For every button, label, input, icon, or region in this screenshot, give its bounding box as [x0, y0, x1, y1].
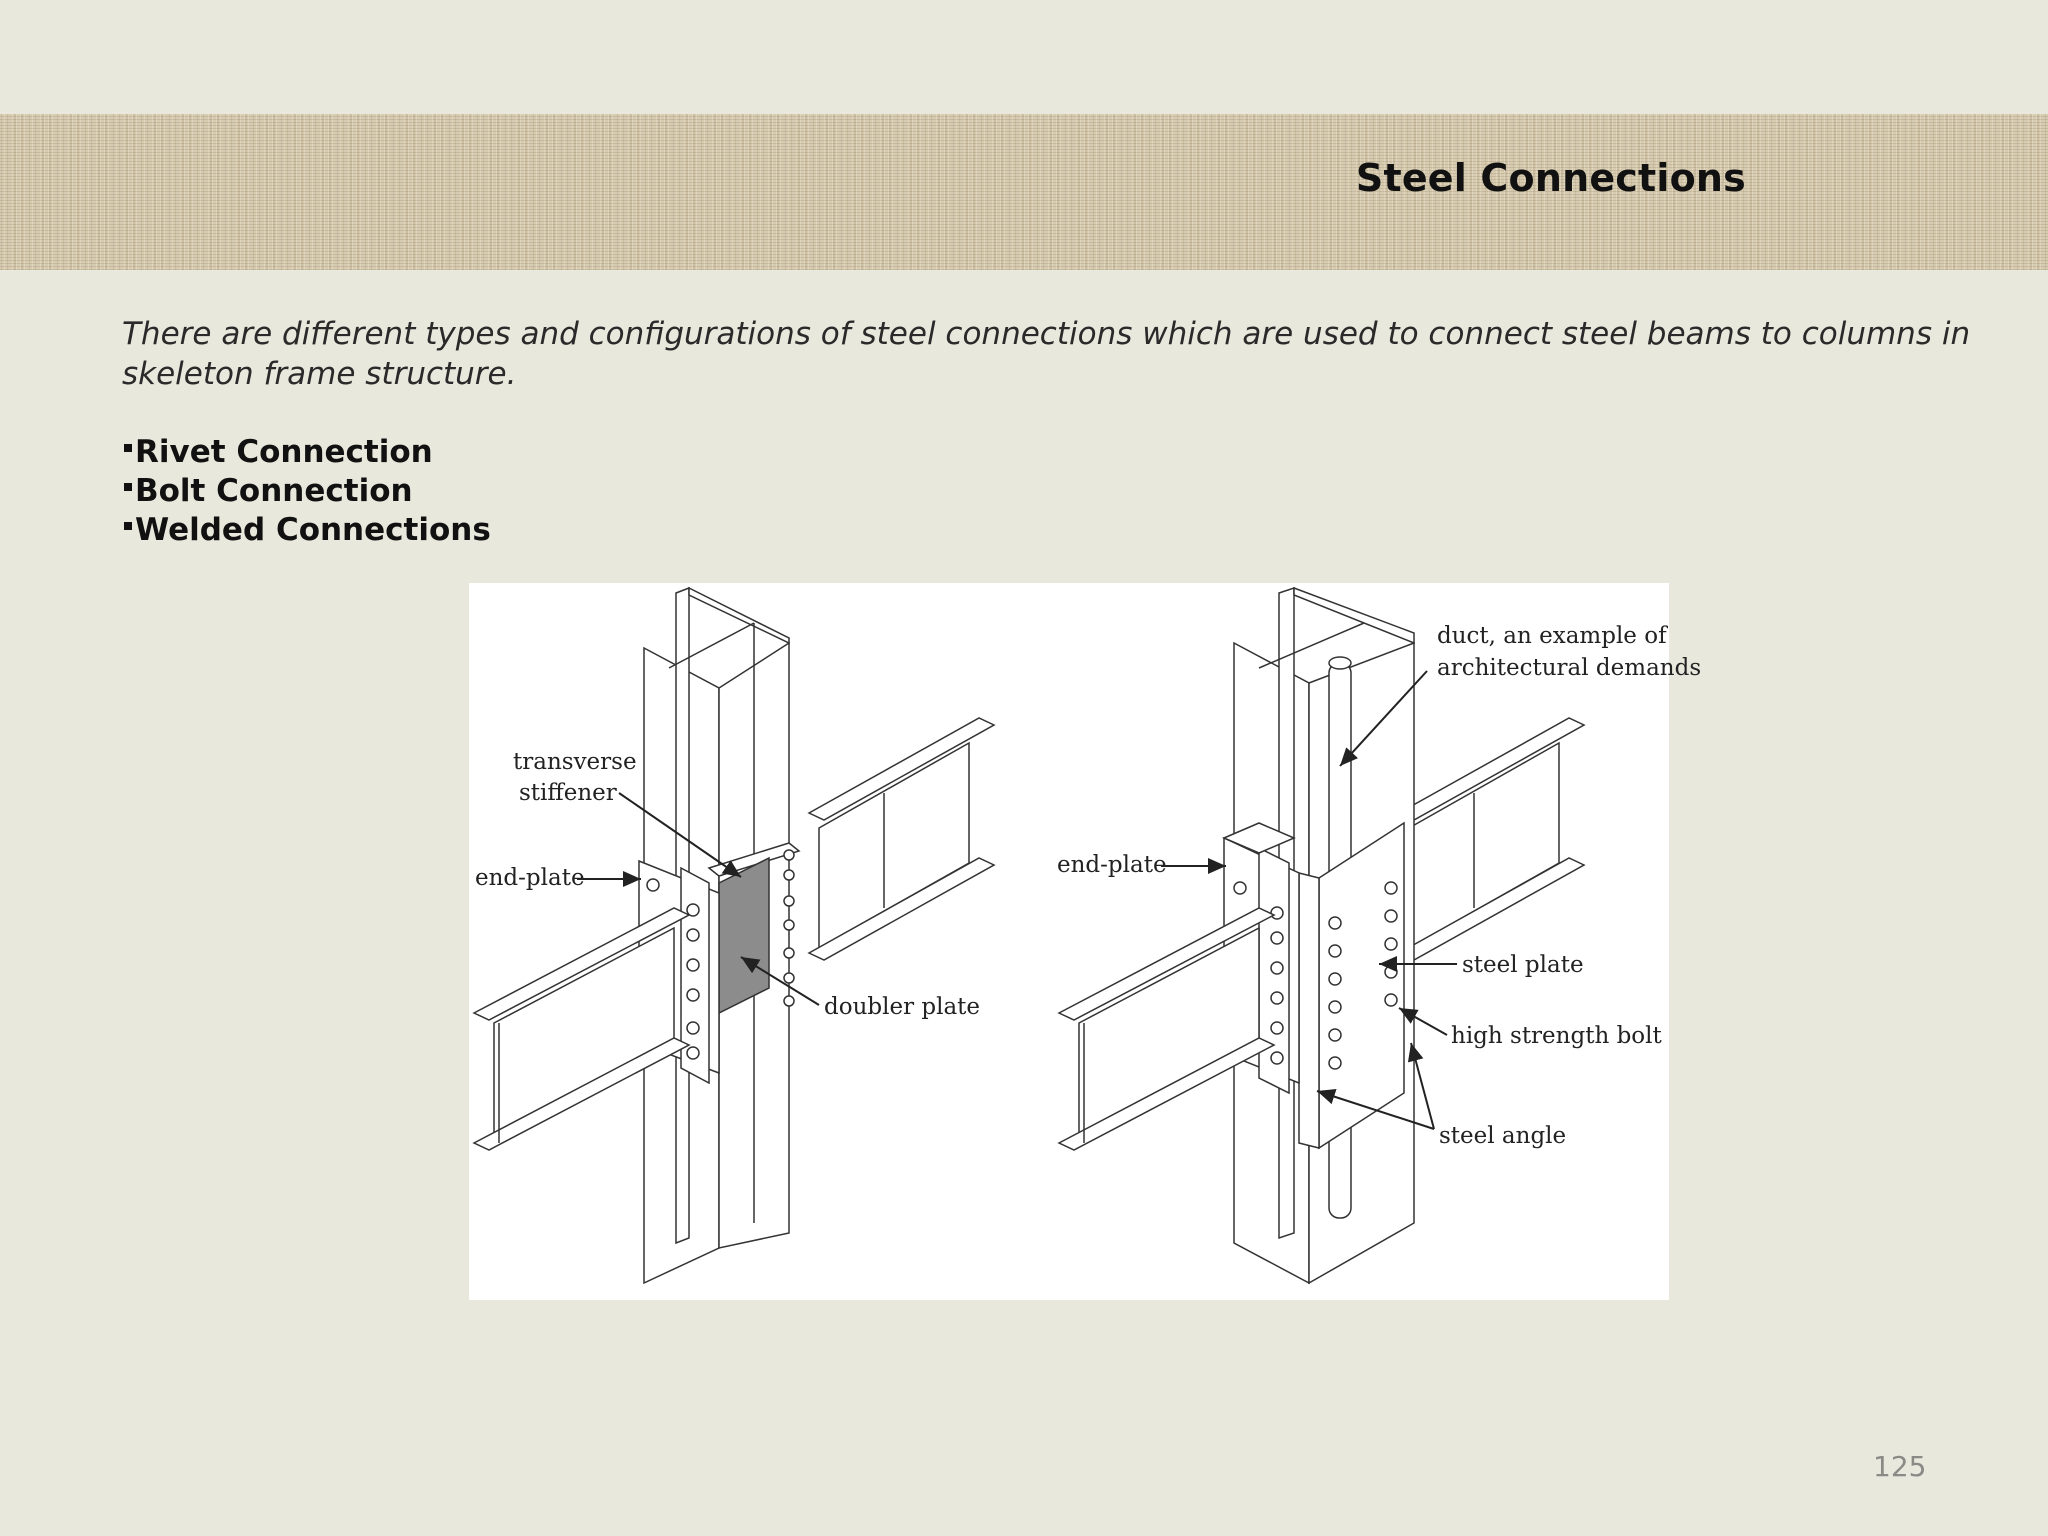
steel-plate-label: steel plate	[1462, 952, 1584, 978]
steel-angle-label: steel angle	[1439, 1123, 1567, 1149]
doubler-plate-label: doubler plate	[824, 994, 981, 1020]
right-connection-drawing	[1059, 588, 1584, 1283]
page-number: 125	[1873, 1450, 1927, 1483]
duct-label-1: duct, an example of	[1437, 623, 1667, 649]
transverse-stiffener-label-1: transverse	[513, 749, 637, 775]
high-strength-bolt-label: high strength bolt	[1451, 1023, 1662, 1049]
square-bullet-icon	[124, 444, 132, 452]
intro-text: There are different types and configurations of steel connections which are used to connect steel beams to columns in skeleton frame structure.	[122, 316, 1971, 392]
end-plate-label-left: end-plate	[475, 865, 585, 891]
page-title: Steel Connections	[1355, 156, 1746, 200]
connection-types-list	[124, 433, 491, 550]
list-item: Welded Connections	[124, 511, 491, 550]
duct-label-2: architectural demands	[1437, 655, 1702, 681]
square-bullet-icon	[124, 483, 132, 491]
end-plate-label-right: end-plate	[1057, 852, 1167, 878]
transverse-stiffener-label-2: stiffener	[519, 780, 617, 806]
list-item: Rivet Connection	[124, 433, 491, 472]
square-bullet-icon	[124, 522, 132, 530]
connection-figure	[469, 583, 1702, 1300]
list-item: Bolt Connection	[124, 472, 491, 511]
left-connection-drawing	[474, 588, 994, 1283]
